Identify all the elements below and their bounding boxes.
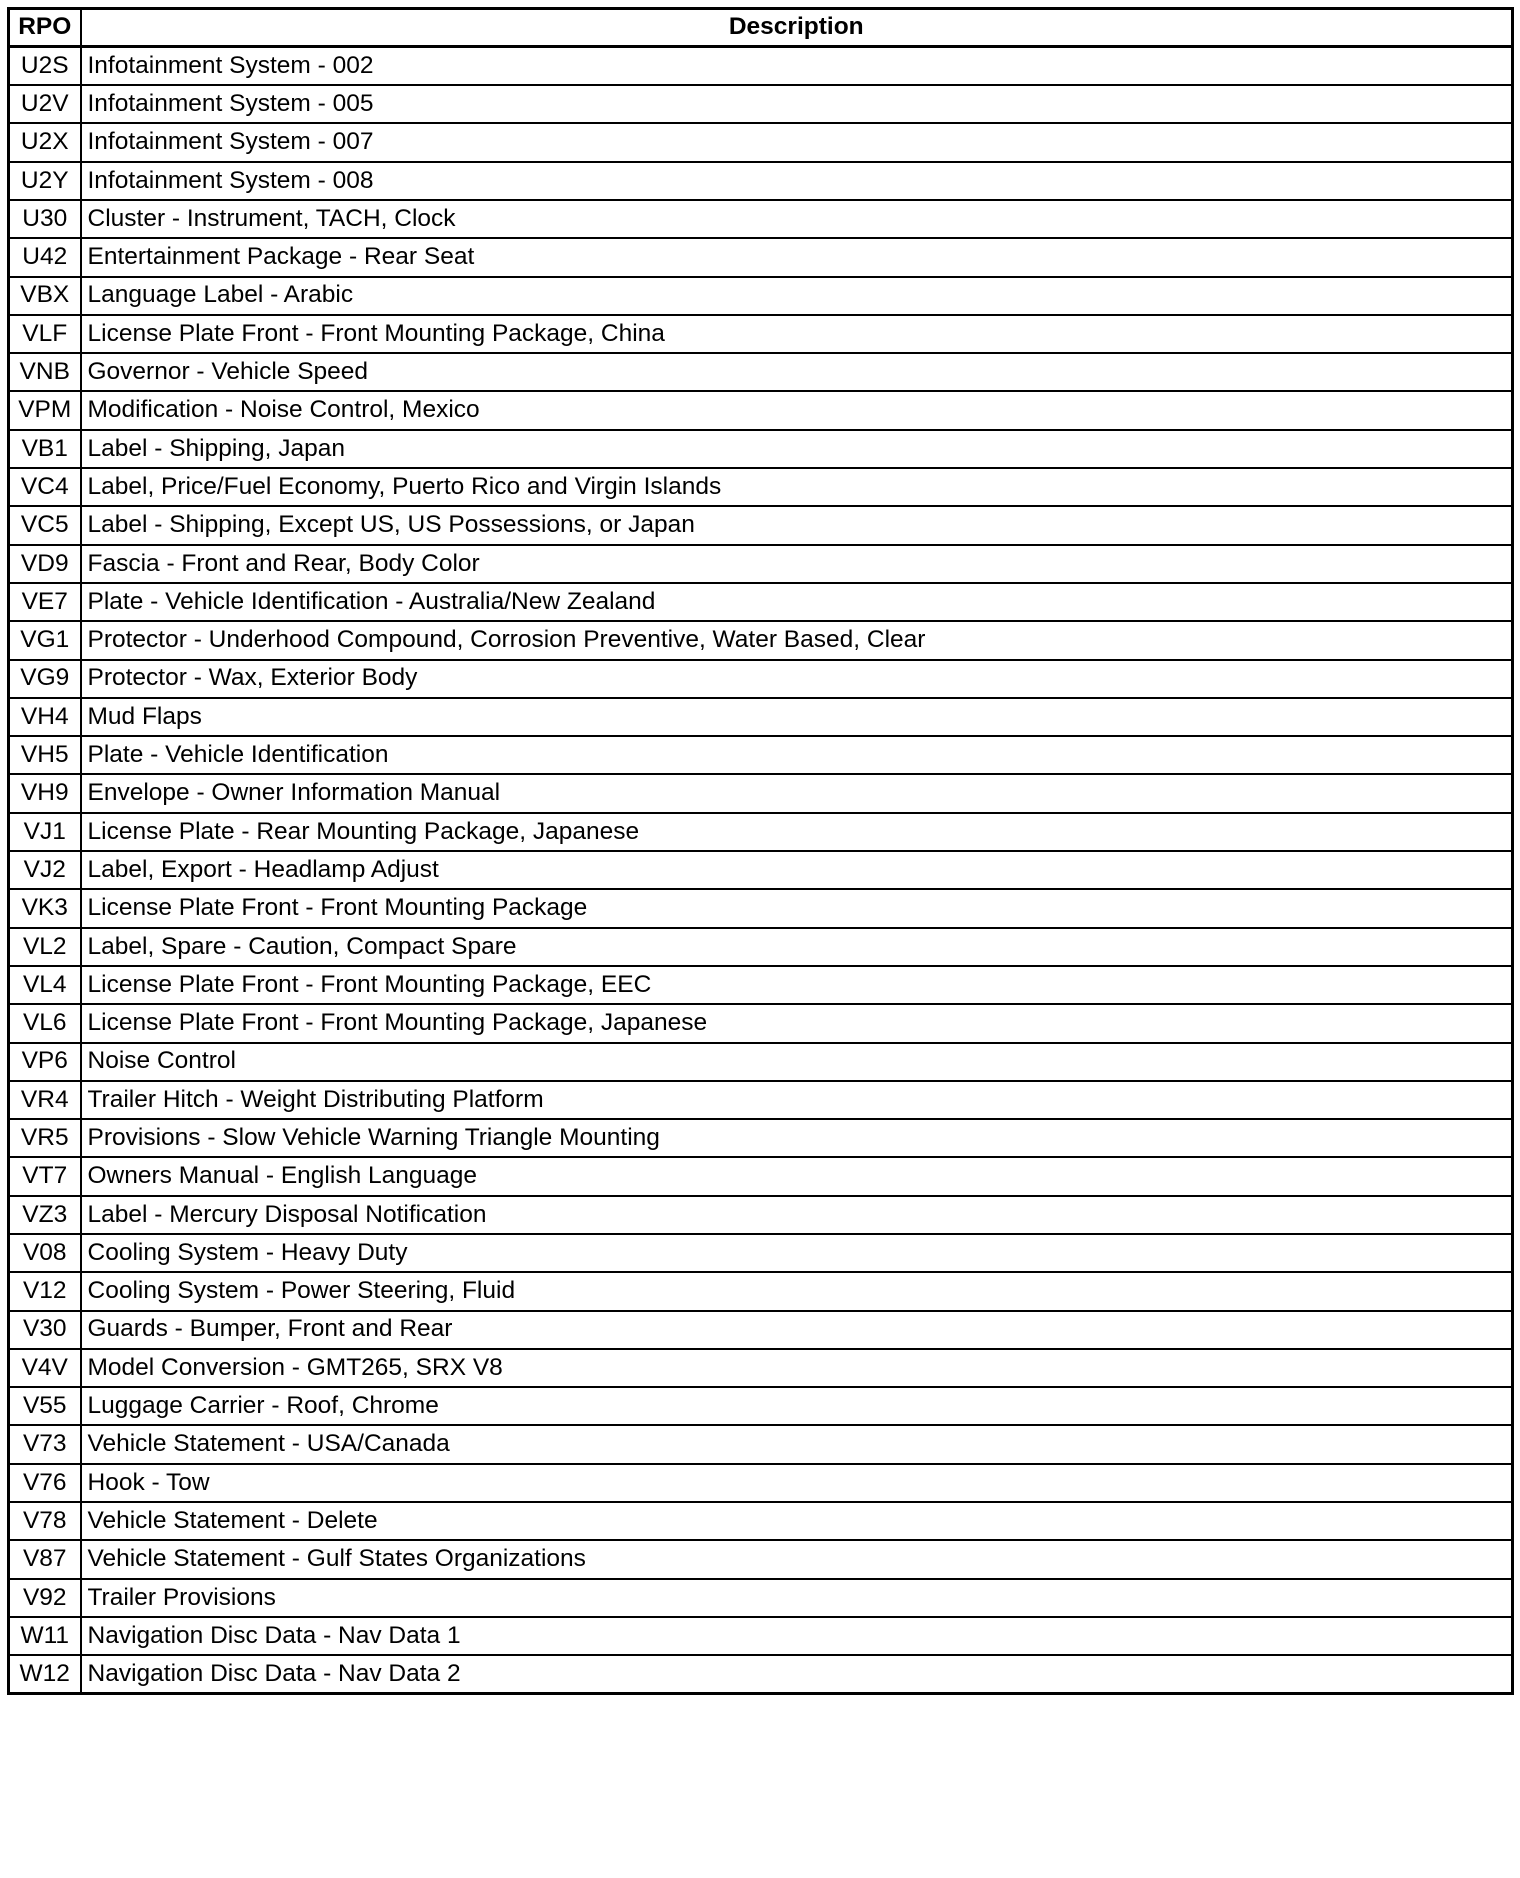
table-row (9, 430, 1513, 468)
rpo-code-cell: VNB (9, 353, 81, 391)
table-row (9, 1425, 1513, 1463)
rpo-table (7, 7, 1514, 1695)
description-cell: Label, Price/Fuel Economy, Puerto Rico and Virgin Islands (81, 468, 1513, 506)
table-row (9, 353, 1513, 391)
rpo-code-cell: V87 (9, 1540, 81, 1578)
description-cell: Vehicle Statement - USA/Canada (81, 1425, 1513, 1463)
description-cell: Guards - Bumper, Front and Rear (81, 1311, 1513, 1349)
table-body (9, 47, 1513, 1694)
table-row (9, 1119, 1513, 1157)
description-cell: Vehicle Statement - Delete (81, 1502, 1513, 1540)
rpo-code-cell: VJ1 (9, 813, 81, 851)
table-row (9, 928, 1513, 966)
description-cell: Plate - Vehicle Identification - Australia/New Zealand (81, 583, 1513, 621)
table-row (9, 621, 1513, 659)
description-cell: Governor - Vehicle Speed (81, 353, 1513, 391)
rpo-code-cell: U2S (9, 47, 81, 85)
rpo-code-cell: VR5 (9, 1119, 81, 1157)
description-cell: Mud Flaps (81, 698, 1513, 736)
rpo-code-cell: V12 (9, 1272, 81, 1310)
description-cell: Language Label - Arabic (81, 277, 1513, 315)
description-cell: License Plate Front - Front Mounting Package, EEC (81, 966, 1513, 1004)
rpo-code-cell: VH5 (9, 736, 81, 774)
table-row (9, 200, 1513, 238)
description-cell: Cluster - Instrument, TACH, Clock (81, 200, 1513, 238)
description-cell: Owners Manual - English Language (81, 1157, 1513, 1195)
table-row (9, 698, 1513, 736)
rpo-code-cell: V4V (9, 1349, 81, 1387)
table-row (9, 315, 1513, 353)
table-row (9, 1234, 1513, 1272)
rpo-code-cell: VG1 (9, 621, 81, 659)
description-cell: Hook - Tow (81, 1464, 1513, 1502)
rpo-code-cell: VP6 (9, 1043, 81, 1081)
description-cell: Envelope - Owner Information Manual (81, 774, 1513, 812)
description-cell: Fascia - Front and Rear, Body Color (81, 545, 1513, 583)
description-column-header: Description (81, 9, 1513, 47)
rpo-code-cell: V76 (9, 1464, 81, 1502)
description-cell: Trailer Provisions (81, 1579, 1513, 1617)
rpo-code-cell: U2V (9, 85, 81, 123)
rpo-code-cell: VBX (9, 277, 81, 315)
table-row (9, 583, 1513, 621)
table-row (9, 1579, 1513, 1617)
table-row (9, 774, 1513, 812)
description-cell: Infotainment System - 007 (81, 123, 1513, 161)
rpo-code-cell: VT7 (9, 1157, 81, 1195)
rpo-code-cell: VD9 (9, 545, 81, 583)
table-row (9, 85, 1513, 123)
rpo-code-cell: VC4 (9, 468, 81, 506)
table-row (9, 1081, 1513, 1119)
rpo-code-cell: VPM (9, 391, 81, 429)
rpo-code-cell: VL6 (9, 1004, 81, 1042)
table-row (9, 545, 1513, 583)
table-row (9, 1655, 1513, 1693)
rpo-code-cell: VZ3 (9, 1196, 81, 1234)
rpo-code-cell: VE7 (9, 583, 81, 621)
rpo-code-cell: W11 (9, 1617, 81, 1655)
description-cell: Protector - Wax, Exterior Body (81, 660, 1513, 698)
rpo-code-cell: V73 (9, 1425, 81, 1463)
description-cell: License Plate Front - Front Mounting Package, China (81, 315, 1513, 353)
table-row (9, 1157, 1513, 1195)
table-row (9, 1464, 1513, 1502)
description-cell: Label - Shipping, Japan (81, 430, 1513, 468)
description-cell: Navigation Disc Data - Nav Data 1 (81, 1617, 1513, 1655)
table-row (9, 391, 1513, 429)
rpo-code-cell: VK3 (9, 889, 81, 927)
rpo-code-cell: VL2 (9, 928, 81, 966)
rpo-code-cell: VB1 (9, 430, 81, 468)
rpo-code-cell: U2Y (9, 162, 81, 200)
table-row (9, 1311, 1513, 1349)
table-row (9, 1043, 1513, 1081)
table-row (9, 1196, 1513, 1234)
table-row (9, 1004, 1513, 1042)
rpo-code-cell: VL4 (9, 966, 81, 1004)
rpo-code-cell: U42 (9, 238, 81, 276)
table-row (9, 506, 1513, 544)
description-cell: Provisions - Slow Vehicle Warning Triangle Mounting (81, 1119, 1513, 1157)
table-row (9, 889, 1513, 927)
rpo-code-cell: V92 (9, 1579, 81, 1617)
table-row (9, 1387, 1513, 1425)
rpo-code-cell: VH4 (9, 698, 81, 736)
description-cell: Cooling System - Heavy Duty (81, 1234, 1513, 1272)
rpo-code-cell: V55 (9, 1387, 81, 1425)
rpo-code-cell: VR4 (9, 1081, 81, 1119)
description-cell: Infotainment System - 005 (81, 85, 1513, 123)
table-row (9, 1272, 1513, 1310)
description-cell: Infotainment System - 008 (81, 162, 1513, 200)
description-cell: Label - Mercury Disposal Notification (81, 1196, 1513, 1234)
description-cell: Plate - Vehicle Identification (81, 736, 1513, 774)
table-row (9, 1502, 1513, 1540)
rpo-code-cell: W12 (9, 1655, 81, 1693)
description-cell: Protector - Underhood Compound, Corrosion Preventive, Water Based, Clear (81, 621, 1513, 659)
rpo-table-container (7, 7, 1511, 1695)
description-cell: Trailer Hitch - Weight Distributing Platform (81, 1081, 1513, 1119)
rpo-code-cell: V30 (9, 1311, 81, 1349)
rpo-column-header: RPO (9, 9, 81, 47)
description-cell: Entertainment Package - Rear Seat (81, 238, 1513, 276)
table-row (9, 238, 1513, 276)
description-cell: Label - Shipping, Except US, US Possessions, or Japan (81, 506, 1513, 544)
table-row (9, 1617, 1513, 1655)
description-cell: License Plate Front - Front Mounting Package (81, 889, 1513, 927)
rpo-code-cell: V78 (9, 1502, 81, 1540)
description-cell: Vehicle Statement - Gulf States Organizations (81, 1540, 1513, 1578)
rpo-code-cell: VJ2 (9, 851, 81, 889)
table-row (9, 736, 1513, 774)
table-row (9, 851, 1513, 889)
table-row (9, 966, 1513, 1004)
table-row (9, 1349, 1513, 1387)
table-row (9, 123, 1513, 161)
rpo-code-cell: U2X (9, 123, 81, 161)
description-cell: Label, Export - Headlamp Adjust (81, 851, 1513, 889)
description-cell: Model Conversion - GMT265, SRX V8 (81, 1349, 1513, 1387)
table-row (9, 468, 1513, 506)
table-row (9, 660, 1513, 698)
rpo-code-cell: V08 (9, 1234, 81, 1272)
rpo-code-cell: VC5 (9, 506, 81, 544)
rpo-code-cell: VG9 (9, 660, 81, 698)
table-row (9, 1540, 1513, 1578)
table-row (9, 47, 1513, 85)
table-row (9, 162, 1513, 200)
header-row (9, 9, 1513, 47)
description-cell: Navigation Disc Data - Nav Data 2 (81, 1655, 1513, 1693)
rpo-code-cell: VLF (9, 315, 81, 353)
rpo-code-cell: VH9 (9, 774, 81, 812)
table-row (9, 813, 1513, 851)
description-cell: Luggage Carrier - Roof, Chrome (81, 1387, 1513, 1425)
description-cell: Cooling System - Power Steering, Fluid (81, 1272, 1513, 1310)
description-cell: Label, Spare - Caution, Compact Spare (81, 928, 1513, 966)
description-cell: License Plate Front - Front Mounting Package, Japanese (81, 1004, 1513, 1042)
description-cell: Modification - Noise Control, Mexico (81, 391, 1513, 429)
description-cell: Noise Control (81, 1043, 1513, 1081)
description-cell: License Plate - Rear Mounting Package, Japanese (81, 813, 1513, 851)
description-cell: Infotainment System - 002 (81, 47, 1513, 85)
rpo-code-cell: U30 (9, 200, 81, 238)
table-row (9, 277, 1513, 315)
